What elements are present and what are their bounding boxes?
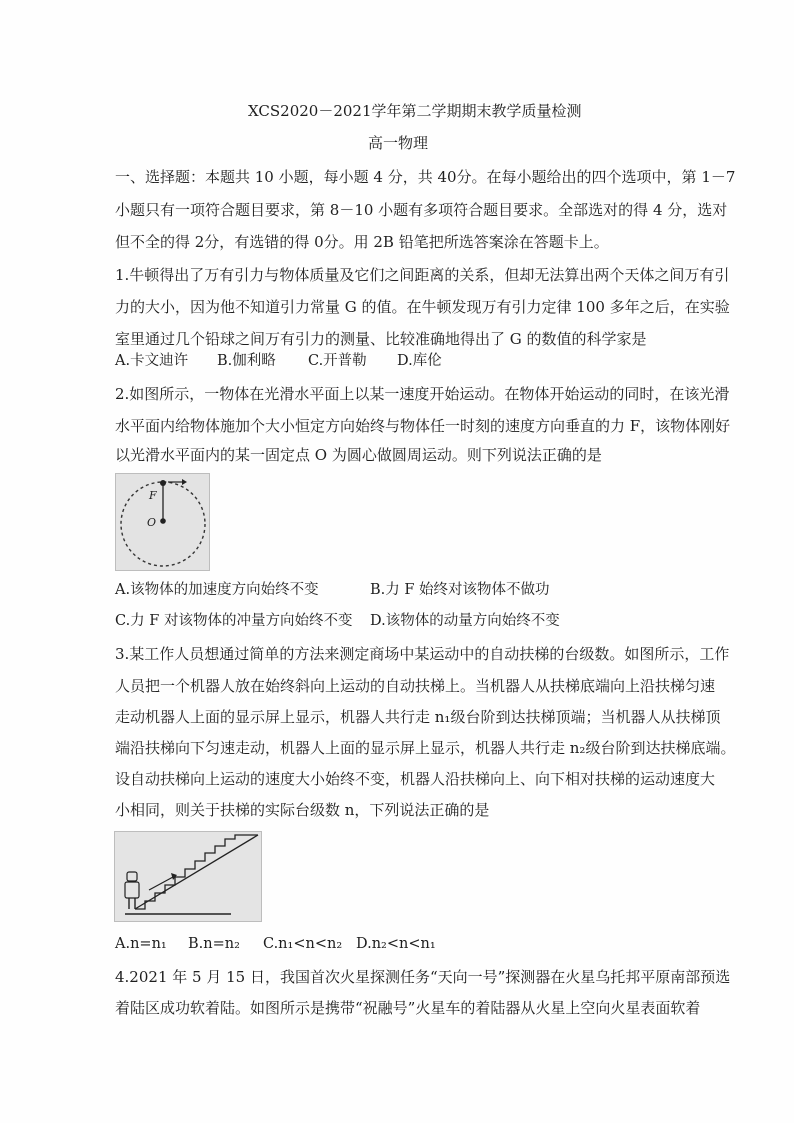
question-text: 设自动扶梯向上运动的速度大小始终不变，机器人沿扶梯向上、向下相对扶梯的运动速度大 <box>115 770 716 788</box>
question-text: 2.如图所示，一物体在光滑水平面上以某一速度开始运动。在物体开始运动的同时，在该光滑 <box>115 385 730 403</box>
option-b: B.伽利略 <box>217 353 276 369</box>
option-d: D.该物体的动量方向始终不变 <box>370 613 560 629</box>
option-a: A.该物体的加速度方向始终不变 <box>115 582 319 598</box>
escalator-figure <box>114 831 262 922</box>
object-dot <box>160 480 166 486</box>
force-label: F <box>149 489 157 502</box>
option-a: A.n=n₁ <box>115 936 167 952</box>
question-text: 着陆区成功软着陆。如图所示是携带“祝融号”火星车的着陆器从火星上空向火星表面软着 <box>115 999 701 1017</box>
option-b: B.n=n₂ <box>188 936 240 952</box>
escalator-diagram <box>115 832 261 921</box>
option-c: C.开普勒 <box>308 353 367 369</box>
robot-icon <box>125 872 139 909</box>
question-text: 水平面内给物体施加个大小恒定方向始终与物体任一时刻的速度方向垂直的力 F，该物体刚好 <box>115 417 731 435</box>
circular-motion-diagram <box>116 474 209 570</box>
question-text: 小相同，则关于扶梯的实际台级数 n，下列说法正确的是 <box>115 801 490 819</box>
exam-title: XCS2020－2021学年第二学期期末教学质量检测 <box>248 102 582 120</box>
question-text: 1.牛顿得出了万有引力与物体质量及它们之间距离的关系，但却无法算出两个天体之间万有引 <box>115 266 730 284</box>
question-text: 室里通过几个铅球之间万有引力的测量、比较准确地得出了 G 的数值的科学家是 <box>115 330 647 348</box>
exam-subtitle: 高一物理 <box>368 134 429 152</box>
option-b: B.力 F 始终对该物体不做功 <box>370 582 550 598</box>
circular-motion-figure <box>115 473 210 571</box>
velocity-arrowhead <box>182 479 187 485</box>
instruction-line: 但不全的得 2分，有选错的得 0分。用 2B 铅笔把所选答案涂在答题卡上。 <box>115 233 609 251</box>
option-d: D.n₂<n<n₁ <box>356 936 436 952</box>
question-text: 以光滑水平面内的某一固定点 O 为圆心做圆周运动。则下列说法正确的是 <box>115 446 602 464</box>
question-text: 人员把一个机器人放在始终斜向上运动的自动扶梯上。当机器人从扶梯底端向上沿扶梯匀速 <box>115 677 716 695</box>
option-c: C.力 F 对该物体的冲量方向始终不变 <box>115 613 353 629</box>
question-text: 走动机器人上面的显示屏上显示，机器人共行走 n₁级台阶到达扶梯顶端；当机器人从扶梯顶 <box>115 708 721 726</box>
escalator-incline <box>135 835 258 909</box>
option-c: C.n₁<n<n₂ <box>263 936 343 952</box>
instruction-line: 一、选择题：本题共 10 小题，每小题 4 分，共 40分。在每小题给出的四个选项中，第 1－7 <box>115 168 736 186</box>
center-dot <box>160 518 166 524</box>
center-label: O <box>147 516 157 529</box>
instruction-line: 小题只有一项符合题目要求，第 8－10 小题有多项符合题目要求。全部选对的得 4 分，选对 <box>115 201 728 219</box>
question-text: 4.2021 年 5 月 15 日，我国首次火星探测任务“天向一号”探测器在火星乌托邦平原南部预选 <box>115 968 731 986</box>
question-text: 力的大小，因为他不知道引力常量 G 的值。在牛顿发现万有引力定律 100 多年之后，在实验 <box>115 298 730 316</box>
question-text: 3.某工作人员想通过简单的方法来测定商场中某运动中的自动扶梯的台级数。如图所示，工作 <box>115 645 730 663</box>
question-text: 端沿扶梯向下匀速走动，机器人上面的显示屏上显示，机器人共行走 n₂级台阶到达扶梯底端。 <box>115 739 736 757</box>
option-d: D.库伦 <box>397 353 442 369</box>
option-a: A.卡文迪许 <box>115 353 189 369</box>
